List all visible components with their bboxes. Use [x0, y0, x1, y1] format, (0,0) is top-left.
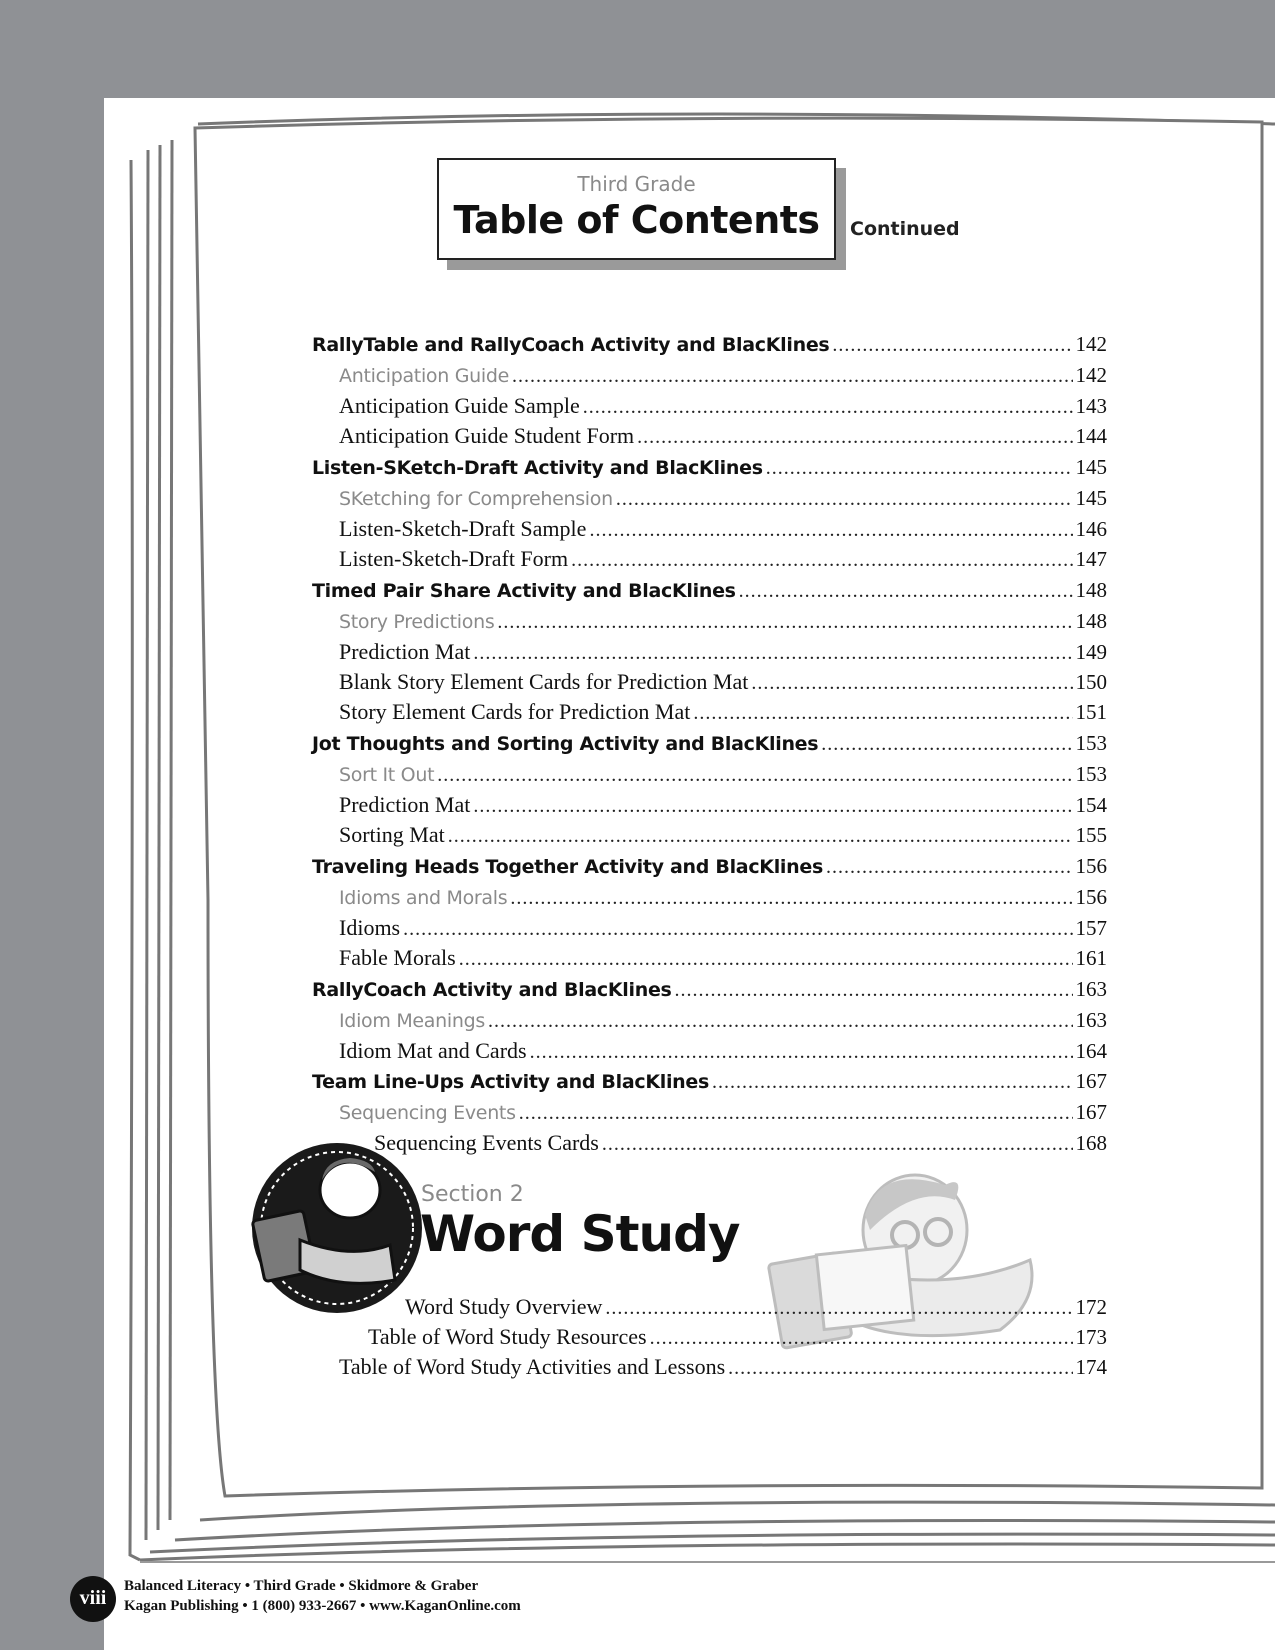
toc-entry-page: 156 [1075, 885, 1107, 909]
toc-entry-page: 161 [1075, 946, 1107, 970]
grade-subtitle: Third Grade [577, 172, 696, 196]
toc-entry [339, 516, 1107, 546]
leader-dots [637, 426, 1072, 449]
toc-entry-label: Story Element Cards for Prediction Mat [339, 699, 691, 724]
toc-entry-label: Timed Pair Share Activity and BlacKlines [312, 580, 736, 602]
continued-label: Continued [850, 218, 960, 240]
toc-entry [339, 822, 1107, 852]
leader-dots [510, 887, 1072, 910]
page-title: Table of Contents [453, 198, 820, 242]
toc-entry-page: 149 [1075, 640, 1107, 664]
leader-dots [512, 365, 1072, 388]
footer-line-2: Kagan Publishing • 1 (800) 933-2667 • www.KaganOnline.com [124, 1598, 521, 1614]
toc-entry-page: 145 [1075, 455, 1107, 479]
toc-entry [312, 455, 1107, 485]
toc-entry [339, 762, 1107, 792]
toc-entry [312, 578, 1107, 608]
leader-dots [473, 642, 1072, 665]
leader-dots [605, 1297, 1072, 1320]
leader-dots [459, 948, 1073, 971]
toc-entry-page: 150 [1075, 670, 1107, 694]
toc-entry-page: 148 [1075, 609, 1107, 633]
toc-entry [405, 1294, 1107, 1324]
toc-entry-page: 142 [1075, 332, 1107, 356]
leader-dots [821, 733, 1072, 756]
page-number-badge: viii [70, 1576, 116, 1622]
toc-entry [339, 486, 1107, 516]
toc-entry [312, 731, 1107, 761]
footer [124, 1576, 521, 1616]
toc-entry-label: Listen-Sketch-Draft Sample [339, 516, 587, 541]
toc-entry-label: RallyTable and RallyCoach Activity and BlacKlines [312, 334, 830, 356]
toc-entry-label: RallyCoach Activity and BlacKlines [312, 979, 672, 1001]
toc-entry-page: 143 [1075, 394, 1107, 418]
section-label: Section 2 [421, 1182, 524, 1207]
toc-entry-label: Listen-Sketch-Draft Form [339, 546, 569, 571]
toc-entry-page: 144 [1075, 424, 1107, 448]
toc-entry-page: 155 [1075, 823, 1107, 847]
leader-dots [530, 1041, 1073, 1064]
toc-entry-label: Fable Morals [339, 945, 456, 970]
leader-dots [616, 488, 1073, 511]
leader-dots [519, 1102, 1073, 1125]
toc-entry [339, 1100, 1107, 1130]
leader-dots [826, 856, 1073, 879]
toc-entry [339, 669, 1107, 699]
toc-entry-label: Word Study Overview [405, 1294, 603, 1319]
leader-dots [739, 580, 1073, 603]
toc-entry-label: Sorting Mat [339, 822, 445, 847]
toc-entry-page: 153 [1075, 731, 1107, 755]
toc-entry-label: Idiom Mat and Cards [339, 1038, 527, 1063]
leader-dots [766, 457, 1073, 480]
toc-entry-label: Prediction Mat [339, 639, 471, 664]
toc-entry-label: Sequencing Events Cards [374, 1130, 599, 1155]
toc-entry [339, 699, 1107, 729]
leader-dots [751, 672, 1072, 695]
toc-entry-label: Jot Thoughts and Sorting Activity and BlacKlines [312, 733, 819, 755]
leader-dots [728, 1357, 1072, 1380]
toc-entry-label: Idioms [339, 915, 401, 940]
toc-entry-page: 147 [1075, 547, 1107, 571]
toc-entry [312, 1069, 1107, 1099]
toc-entry-label: Table of Word Study Activities and Lessons [339, 1354, 726, 1379]
toc-entry-label: Anticipation Guide Sample [339, 393, 580, 418]
toc-entry-label: Anticipation Guide [339, 365, 510, 387]
toc-entry-page: 167 [1075, 1100, 1107, 1124]
toc-entry-page: 172 [1075, 1295, 1107, 1319]
leader-dots [448, 825, 1073, 848]
toc-entry-label: Table of Word Study Resources [368, 1324, 647, 1349]
leader-dots [497, 611, 1072, 634]
toc-entry [368, 1324, 1107, 1354]
toc-entry [374, 1130, 1107, 1160]
toc-entry-page: 154 [1075, 793, 1107, 817]
toc-entry-page: 163 [1075, 977, 1107, 1001]
toc-entry-page: 148 [1075, 578, 1107, 602]
toc-entry-page: 151 [1075, 700, 1107, 724]
section-title: Word Study [420, 1205, 740, 1263]
toc-entry [312, 977, 1107, 1007]
toc-entry [339, 792, 1107, 822]
toc-entry [339, 423, 1107, 453]
toc-entry [339, 1008, 1107, 1038]
leader-dots [571, 549, 1072, 572]
toc-entry [339, 945, 1107, 975]
toc-entry-page: 168 [1075, 1131, 1107, 1155]
toc-entry [312, 854, 1107, 884]
leader-dots [693, 702, 1072, 725]
leader-dots [437, 764, 1072, 787]
leader-dots [832, 334, 1072, 357]
toc-entry-label: Idioms and Morals [339, 887, 508, 909]
toc-entry-label: Prediction Mat [339, 792, 471, 817]
toc-entry-page: 156 [1075, 854, 1107, 878]
toc-entry [339, 885, 1107, 915]
toc-entry-label: Anticipation Guide Student Form [339, 423, 635, 448]
leader-dots [589, 519, 1072, 542]
toc-entry [339, 1038, 1107, 1068]
toc-entry-page: 145 [1075, 486, 1107, 510]
toc-entry-page: 174 [1075, 1355, 1107, 1379]
toc-entry [339, 915, 1107, 945]
toc-entry-page: 146 [1075, 517, 1107, 541]
toc-entry [339, 1354, 1107, 1384]
toc-entry [339, 393, 1107, 423]
leader-dots [473, 795, 1072, 818]
toc-entry-page: 163 [1075, 1008, 1107, 1032]
toc-entry [339, 363, 1107, 393]
leader-dots [602, 1133, 1073, 1156]
toc-header-box [437, 158, 836, 260]
leader-dots [488, 1010, 1073, 1033]
toc-entry-page: 142 [1075, 363, 1107, 387]
toc-entry-page: 164 [1075, 1039, 1107, 1063]
toc-entry-label: Traveling Heads Together Activity and BlacKlines [312, 856, 823, 878]
leader-dots [650, 1327, 1073, 1350]
leader-dots [675, 979, 1073, 1002]
toc-entry-page: 173 [1075, 1325, 1107, 1349]
toc-entry [312, 332, 1107, 362]
toc-entry-label: SKetching for Comprehension [339, 488, 613, 510]
leader-dots [403, 918, 1072, 941]
leader-dots [583, 396, 1073, 419]
toc-entry-label: Listen-SKetch-Draft Activity and BlacKlines [312, 457, 763, 479]
toc-entry-label: Story Predictions [339, 611, 495, 633]
toc-entry [339, 639, 1107, 669]
toc-entry [339, 609, 1107, 639]
toc-entry-label: Idiom Meanings [339, 1010, 485, 1032]
toc-entry-page: 167 [1075, 1069, 1107, 1093]
toc-entry-page: 153 [1075, 762, 1107, 786]
footer-line-1: Balanced Literacy • Third Grade • Skidmore & Graber [124, 1578, 479, 1594]
leader-dots [712, 1071, 1073, 1094]
toc-entry-label: Team Line-Ups Activity and BlacKlines [312, 1071, 709, 1093]
toc-entry-label: Sequencing Events [339, 1102, 516, 1124]
toc-entry [339, 546, 1107, 576]
toc-entry-label: Blank Story Element Cards for Prediction Mat [339, 669, 749, 694]
toc-entry-label: Sort It Out [339, 764, 435, 786]
toc-entry-page: 157 [1075, 916, 1107, 940]
